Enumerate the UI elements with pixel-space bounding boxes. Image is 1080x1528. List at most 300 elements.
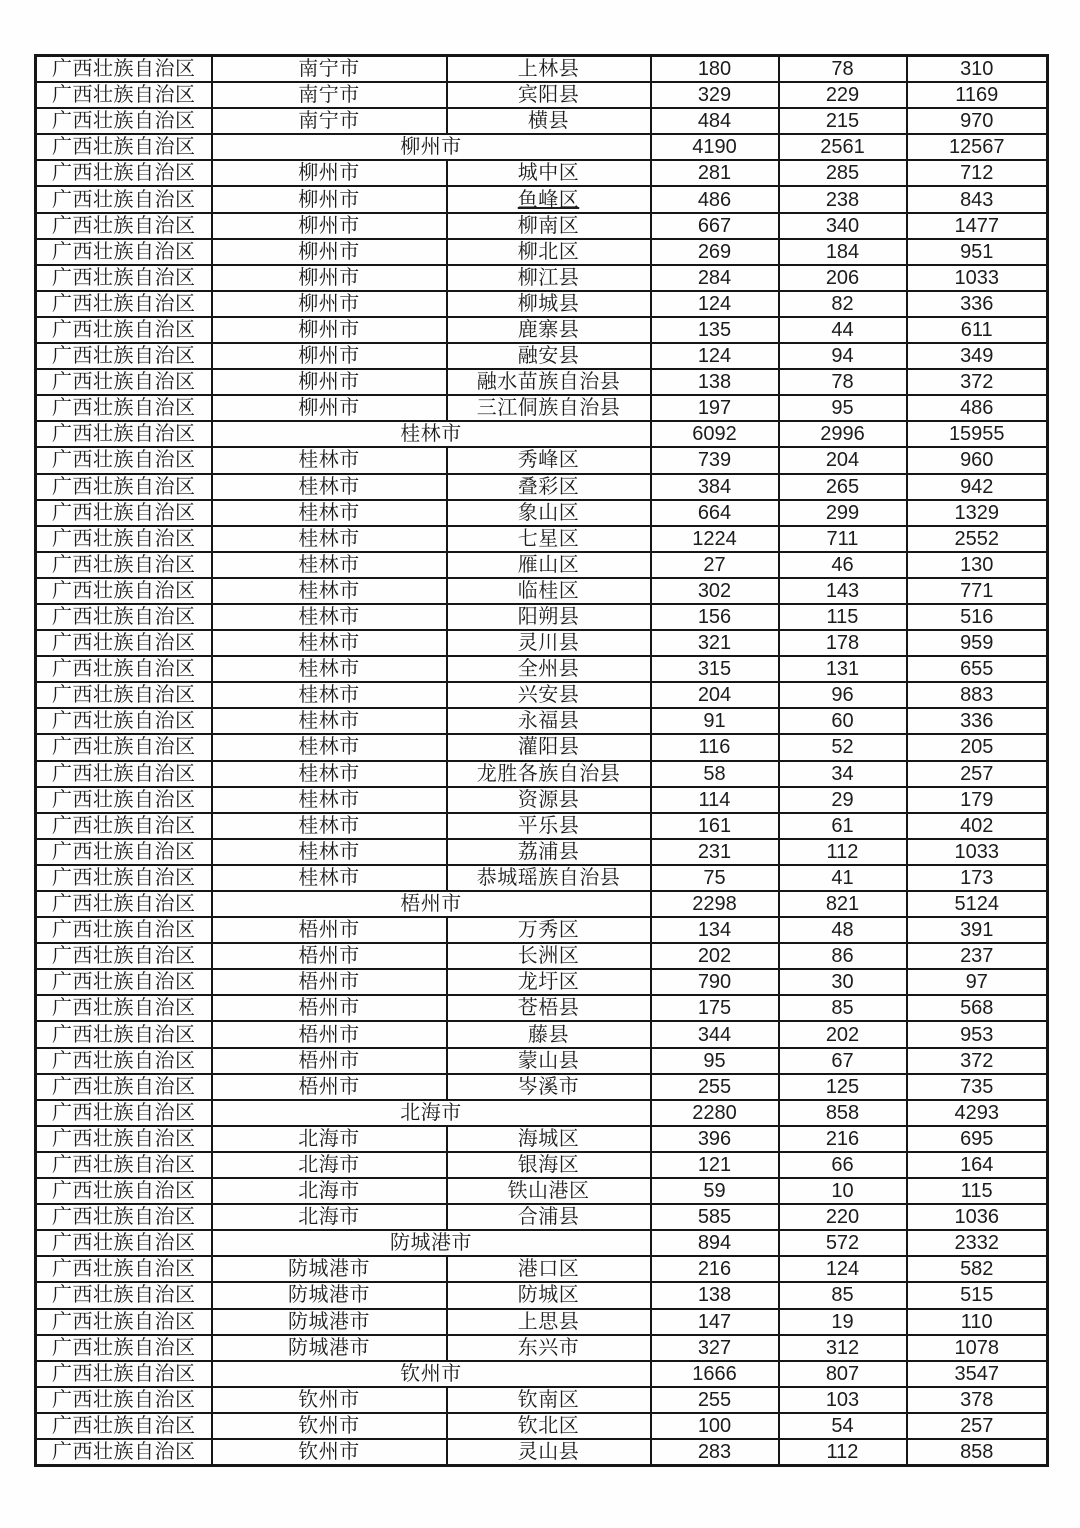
value-cell-3: 205 [907,734,1048,760]
value-cell-3: 771 [907,578,1048,604]
value-cell-3: 515 [907,1282,1048,1308]
value-cell-3: 130 [907,552,1048,578]
value-cell-1: 95 [651,1048,779,1074]
value-cell-2: 67 [779,1048,907,1074]
table-row [36,1230,1048,1256]
value-cell-3: 3547 [907,1361,1048,1387]
value-cell-2: 61 [779,813,907,839]
table-row [36,1256,1048,1282]
province-cell: 广西壮族自治区 [36,317,212,343]
city-cell: 北海市 [212,1178,447,1204]
value-cell-2: 202 [779,1021,907,1047]
table-row [36,134,1048,160]
city-cell: 梧州市 [212,943,447,969]
county-cell: 藤县 [447,1021,651,1047]
value-cell-1: 585 [651,1204,779,1230]
value-cell-2: 124 [779,1256,907,1282]
value-cell-2: 711 [779,526,907,552]
value-cell-3: 115 [907,1178,1048,1204]
city-subtotal-cell: 防城港市 [212,1230,651,1256]
value-cell-3: 372 [907,1048,1048,1074]
value-cell-3: 257 [907,1413,1048,1439]
value-cell-1: 180 [651,56,779,83]
province-cell: 广西壮族自治区 [36,1152,212,1178]
region-stats-table [34,54,1049,1467]
city-cell: 桂林市 [212,552,447,578]
value-cell-2: 41 [779,865,907,891]
value-cell-2: 52 [779,734,907,760]
table-row [36,839,1048,865]
value-cell-2: 204 [779,447,907,473]
value-cell-2: 125 [779,1074,907,1100]
county-cell: 灵川县 [447,630,651,656]
value-cell-1: 6092 [651,421,779,447]
table-row [36,82,1048,108]
county-cell: 龙胜各族自治县 [447,761,651,787]
value-cell-2: 2561 [779,134,907,160]
county-cell: 荔浦县 [447,839,651,865]
table-row [36,813,1048,839]
value-cell-2: 85 [779,1282,907,1308]
value-cell-3: 237 [907,943,1048,969]
city-cell: 桂林市 [212,447,447,473]
county-cell: 钦北区 [447,1413,651,1439]
value-cell-2: 46 [779,552,907,578]
province-cell: 广西壮族自治区 [36,1178,212,1204]
city-cell: 桂林市 [212,734,447,760]
table-row [36,317,1048,343]
value-cell-3: 391 [907,917,1048,943]
city-subtotal-cell: 钦州市 [212,1361,651,1387]
county-cell: 阳朔县 [447,604,651,630]
city-cell: 防城港市 [212,1309,447,1335]
value-cell-1: 484 [651,108,779,134]
table-row [36,708,1048,734]
table-row [36,500,1048,526]
table-row [36,369,1048,395]
province-cell: 广西壮族自治区 [36,1204,212,1230]
city-cell: 北海市 [212,1204,447,1230]
value-cell-1: 161 [651,813,779,839]
value-cell-1: 204 [651,682,779,708]
province-cell: 广西壮族自治区 [36,291,212,317]
province-cell: 广西壮族自治区 [36,761,212,787]
city-cell: 柳州市 [212,160,447,186]
province-cell: 广西壮族自治区 [36,943,212,969]
city-cell: 桂林市 [212,682,447,708]
table-row [36,474,1048,500]
city-cell: 柳州市 [212,239,447,265]
table-row [36,108,1048,134]
value-cell-3: 1169 [907,82,1048,108]
value-cell-3: 2552 [907,526,1048,552]
city-cell: 桂林市 [212,604,447,630]
table-row [36,1021,1048,1047]
county-cell: 宾阳县 [447,82,651,108]
city-cell: 桂林市 [212,474,447,500]
value-cell-3: 735 [907,1074,1048,1100]
value-cell-1: 283 [651,1439,779,1466]
value-cell-2: 103 [779,1387,907,1413]
value-cell-1: 124 [651,343,779,369]
county-cell: 横县 [447,108,651,134]
value-cell-2: 115 [779,604,907,630]
city-cell: 南宁市 [212,56,447,83]
value-cell-1: 135 [651,317,779,343]
city-cell: 梧州市 [212,995,447,1021]
county-cell: 灵山县 [447,1439,651,1466]
value-cell-3: 15955 [907,421,1048,447]
value-cell-2: 112 [779,1439,907,1466]
table-row [36,1152,1048,1178]
table-row [36,213,1048,239]
value-cell-3: 402 [907,813,1048,839]
city-cell: 柳州市 [212,343,447,369]
table-row [36,578,1048,604]
value-cell-3: 858 [907,1439,1048,1466]
value-cell-2: 215 [779,108,907,134]
city-cell: 桂林市 [212,761,447,787]
value-cell-2: 86 [779,943,907,969]
value-cell-1: 202 [651,943,779,969]
value-cell-2: 66 [779,1152,907,1178]
value-cell-3: 310 [907,56,1048,83]
county-cell: 柳北区 [447,239,651,265]
county-cell: 秀峰区 [447,447,651,473]
value-cell-2: 216 [779,1126,907,1152]
province-cell: 广西壮族自治区 [36,56,212,83]
city-cell: 钦州市 [212,1413,447,1439]
county-cell: 平乐县 [447,813,651,839]
value-cell-1: 255 [651,1387,779,1413]
province-cell: 广西壮族自治区 [36,134,212,160]
table-row [36,865,1048,891]
table-row [36,943,1048,969]
city-cell: 钦州市 [212,1439,447,1466]
province-cell: 广西壮族自治区 [36,1074,212,1100]
value-cell-2: 10 [779,1178,907,1204]
county-cell: 海城区 [447,1126,651,1152]
city-cell: 北海市 [212,1126,447,1152]
province-cell: 广西壮族自治区 [36,474,212,500]
province-cell: 广西壮族自治区 [36,186,212,212]
table-row [36,1282,1048,1308]
city-cell: 桂林市 [212,708,447,734]
value-cell-3: 953 [907,1021,1048,1047]
value-cell-3: 843 [907,186,1048,212]
province-cell: 广西壮族自治区 [36,1126,212,1152]
value-cell-3: 336 [907,708,1048,734]
city-cell: 钦州市 [212,1387,447,1413]
county-cell: 叠彩区 [447,474,651,500]
value-cell-2: 131 [779,656,907,682]
table-row [36,734,1048,760]
table-body [36,56,1048,1466]
value-cell-1: 197 [651,395,779,421]
value-cell-1: 91 [651,708,779,734]
province-cell: 广西壮族自治区 [36,447,212,473]
province-cell: 广西壮族自治区 [36,1230,212,1256]
value-cell-1: 121 [651,1152,779,1178]
value-cell-1: 114 [651,787,779,813]
value-cell-2: 34 [779,761,907,787]
table-row [36,1439,1048,1466]
province-cell: 广西壮族自治区 [36,239,212,265]
value-cell-2: 94 [779,343,907,369]
value-cell-1: 255 [651,1074,779,1100]
value-cell-3: 164 [907,1152,1048,1178]
value-cell-2: 285 [779,160,907,186]
value-cell-3: 349 [907,343,1048,369]
value-cell-2: 143 [779,578,907,604]
province-cell: 广西壮族自治区 [36,708,212,734]
value-cell-2: 229 [779,82,907,108]
table-row [36,995,1048,1021]
value-cell-3: 1477 [907,213,1048,239]
province-cell: 广西壮族自治区 [36,1387,212,1413]
county-cell: 象山区 [447,500,651,526]
province-cell: 广西壮族自治区 [36,265,212,291]
province-cell: 广西壮族自治区 [36,656,212,682]
value-cell-2: 807 [779,1361,907,1387]
table-row [36,343,1048,369]
table-row [36,239,1048,265]
table-row [36,630,1048,656]
table-row [36,421,1048,447]
city-cell: 柳州市 [212,395,447,421]
city-cell: 桂林市 [212,500,447,526]
province-cell: 广西壮族自治区 [36,682,212,708]
value-cell-2: 206 [779,265,907,291]
value-cell-1: 1666 [651,1361,779,1387]
value-cell-1: 667 [651,213,779,239]
county-cell: 灌阳县 [447,734,651,760]
province-cell: 广西壮族自治区 [36,630,212,656]
province-cell: 广西壮族自治区 [36,604,212,630]
city-cell: 柳州市 [212,265,447,291]
value-cell-2: 82 [779,291,907,317]
county-cell: 融安县 [447,343,651,369]
city-cell: 桂林市 [212,526,447,552]
value-cell-3: 568 [907,995,1048,1021]
value-cell-3: 655 [907,656,1048,682]
province-cell: 广西壮族自治区 [36,917,212,943]
value-cell-2: 54 [779,1413,907,1439]
county-cell: 七星区 [447,526,651,552]
value-cell-1: 216 [651,1256,779,1282]
province-cell: 广西壮族自治区 [36,1309,212,1335]
province-cell: 广西壮族自治区 [36,369,212,395]
table-row [36,265,1048,291]
value-cell-2: 29 [779,787,907,813]
county-cell: 防城区 [447,1282,651,1308]
value-cell-1: 147 [651,1309,779,1335]
city-cell: 防城港市 [212,1335,447,1361]
province-cell: 广西壮族自治区 [36,578,212,604]
county-cell: 柳江县 [447,265,651,291]
value-cell-2: 30 [779,969,907,995]
value-cell-1: 231 [651,839,779,865]
value-cell-2: 821 [779,891,907,917]
county-cell: 鱼峰区 [447,186,651,212]
city-cell: 梧州市 [212,1048,447,1074]
province-cell: 广西壮族自治区 [36,865,212,891]
province-cell: 广西壮族自治区 [36,1439,212,1466]
value-cell-2: 112 [779,839,907,865]
value-cell-1: 59 [651,1178,779,1204]
province-cell: 广西壮族自治区 [36,1282,212,1308]
value-cell-1: 100 [651,1413,779,1439]
value-cell-3: 942 [907,474,1048,500]
city-cell: 柳州市 [212,213,447,239]
value-cell-3: 97 [907,969,1048,995]
province-cell: 广西壮族自治区 [36,108,212,134]
value-cell-2: 2996 [779,421,907,447]
table-row [36,1178,1048,1204]
province-cell: 广西壮族自治区 [36,1361,212,1387]
value-cell-3: 516 [907,604,1048,630]
value-cell-3: 372 [907,369,1048,395]
value-cell-3: 378 [907,1387,1048,1413]
value-cell-3: 611 [907,317,1048,343]
county-cell: 融水苗族自治县 [447,369,651,395]
value-cell-2: 299 [779,500,907,526]
value-cell-1: 27 [651,552,779,578]
table-row [36,56,1048,83]
value-cell-2: 265 [779,474,907,500]
table-row [36,1126,1048,1152]
value-cell-1: 894 [651,1230,779,1256]
table-row [36,1204,1048,1230]
county-cell: 上思县 [447,1309,651,1335]
value-cell-1: 396 [651,1126,779,1152]
city-cell: 北海市 [212,1152,447,1178]
table-row [36,186,1048,212]
value-cell-3: 712 [907,160,1048,186]
city-cell: 桂林市 [212,813,447,839]
value-cell-1: 315 [651,656,779,682]
value-cell-1: 281 [651,160,779,186]
county-cell: 兴安县 [447,682,651,708]
value-cell-3: 1078 [907,1335,1048,1361]
county-cell: 银海区 [447,1152,651,1178]
province-cell: 广西壮族自治区 [36,160,212,186]
value-cell-1: 384 [651,474,779,500]
value-cell-1: 302 [651,578,779,604]
table-row [36,160,1048,186]
county-cell: 城中区 [447,160,651,186]
table-row [36,1361,1048,1387]
county-cell: 鹿寨县 [447,317,651,343]
table-row [36,787,1048,813]
value-cell-2: 858 [779,1100,907,1126]
county-cell: 临桂区 [447,578,651,604]
province-cell: 广西壮族自治区 [36,526,212,552]
value-cell-3: 336 [907,291,1048,317]
county-cell: 东兴市 [447,1335,651,1361]
table-row [36,1413,1048,1439]
city-subtotal-cell: 北海市 [212,1100,651,1126]
value-cell-3: 2332 [907,1230,1048,1256]
province-cell: 广西壮族自治区 [36,734,212,760]
province-cell: 广西壮族自治区 [36,1413,212,1439]
value-cell-3: 173 [907,865,1048,891]
city-subtotal-cell: 桂林市 [212,421,651,447]
value-cell-1: 4190 [651,134,779,160]
city-cell: 防城港市 [212,1282,447,1308]
table-row [36,1074,1048,1100]
county-cell: 资源县 [447,787,651,813]
city-cell: 桂林市 [212,656,447,682]
value-cell-1: 2298 [651,891,779,917]
county-cell: 岑溪市 [447,1074,651,1100]
city-cell: 梧州市 [212,1021,447,1047]
city-cell: 梧州市 [212,917,447,943]
value-cell-2: 95 [779,395,907,421]
value-cell-2: 340 [779,213,907,239]
value-cell-3: 883 [907,682,1048,708]
county-cell: 万秀区 [447,917,651,943]
table-row [36,447,1048,473]
county-cell: 钦南区 [447,1387,651,1413]
city-cell: 柳州市 [212,369,447,395]
value-cell-2: 238 [779,186,907,212]
table-row [36,917,1048,943]
city-cell: 桂林市 [212,865,447,891]
value-cell-1: 664 [651,500,779,526]
county-cell: 龙圩区 [447,969,651,995]
city-cell: 梧州市 [212,969,447,995]
value-cell-3: 257 [907,761,1048,787]
county-cell: 上林县 [447,56,651,83]
table-row [36,526,1048,552]
value-cell-2: 220 [779,1204,907,1230]
value-cell-3: 12567 [907,134,1048,160]
province-cell: 广西壮族自治区 [36,787,212,813]
value-cell-3: 486 [907,395,1048,421]
value-cell-1: 116 [651,734,779,760]
value-cell-3: 959 [907,630,1048,656]
value-cell-1: 284 [651,265,779,291]
county-cell: 三江侗族自治县 [447,395,651,421]
table-row [36,656,1048,682]
value-cell-1: 790 [651,969,779,995]
value-cell-3: 960 [907,447,1048,473]
value-cell-1: 327 [651,1335,779,1361]
value-cell-1: 138 [651,1282,779,1308]
county-cell: 全州县 [447,656,651,682]
city-subtotal-cell: 梧州市 [212,891,651,917]
value-cell-1: 344 [651,1021,779,1047]
county-cell: 永福县 [447,708,651,734]
province-cell: 广西壮族自治区 [36,891,212,917]
value-cell-2: 78 [779,56,907,83]
value-cell-3: 695 [907,1126,1048,1152]
county-cell: 蒙山县 [447,1048,651,1074]
value-cell-2: 85 [779,995,907,1021]
value-cell-2: 19 [779,1309,907,1335]
value-cell-1: 156 [651,604,779,630]
value-cell-1: 175 [651,995,779,1021]
city-cell: 桂林市 [212,787,447,813]
table-row [36,891,1048,917]
province-cell: 广西壮族自治区 [36,82,212,108]
value-cell-3: 951 [907,239,1048,265]
province-cell: 广西壮族自治区 [36,213,212,239]
province-cell: 广西壮族自治区 [36,969,212,995]
value-cell-1: 2280 [651,1100,779,1126]
table-row [36,395,1048,421]
